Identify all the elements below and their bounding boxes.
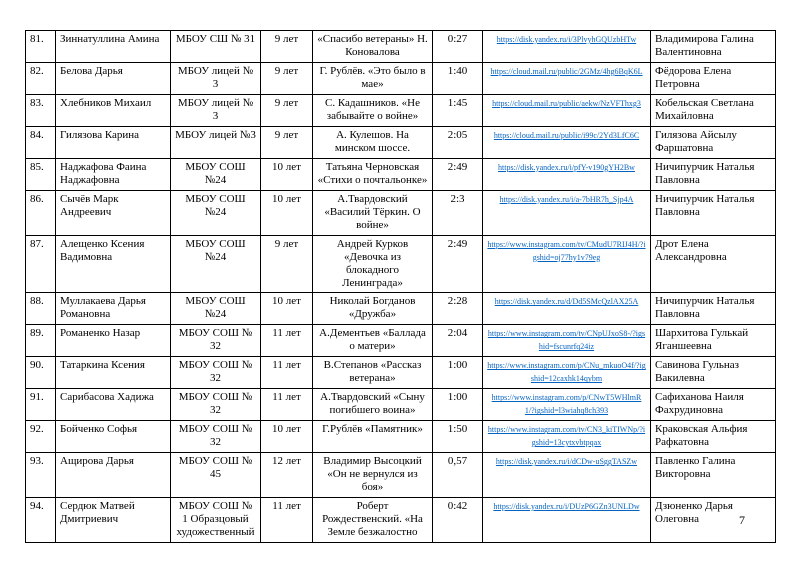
age-cell: 11 лет bbox=[261, 498, 313, 543]
school-cell: МБОУ лицей № 3 bbox=[171, 62, 261, 94]
table-row bbox=[26, 235, 776, 293]
age-cell: 9 лет bbox=[261, 235, 313, 293]
age-cell: 9 лет bbox=[261, 31, 313, 63]
work-title-cell: Татьяна Черновская «Стихи о почтальонке» bbox=[313, 158, 433, 190]
duration-cell: 0,57 bbox=[433, 453, 483, 498]
participant-name-cell: Наджафова Фаина Наджафовна bbox=[56, 158, 171, 190]
age-cell: 11 лет bbox=[261, 357, 313, 389]
video-link-cell bbox=[483, 453, 651, 498]
participant-name-cell: Алещенко Ксения Вадимовна bbox=[56, 235, 171, 293]
school-cell: МБОУ СОШ №24 bbox=[171, 293, 261, 325]
video-link-cell bbox=[483, 293, 651, 325]
row-number-cell: 92. bbox=[26, 421, 56, 453]
duration-cell: 1:00 bbox=[433, 357, 483, 389]
video-link-cell bbox=[483, 126, 651, 158]
row-number-cell: 91. bbox=[26, 389, 56, 421]
duration-cell: 2:49 bbox=[433, 235, 483, 293]
work-title-cell: Роберт Рождественский. «На Земле безжалостно bbox=[313, 498, 433, 543]
duration-cell: 1:45 bbox=[433, 94, 483, 126]
video-link-cell bbox=[483, 498, 651, 543]
video-link[interactable]: https://cloud.mail.ru/public/aekw/NzVFThxg3 bbox=[492, 98, 641, 108]
row-number-cell: 81. bbox=[26, 31, 56, 63]
work-title-cell: Г. Рублёв. «Это было в мае» bbox=[313, 62, 433, 94]
table-row bbox=[26, 498, 776, 543]
participant-name-cell: Белова Дарья bbox=[56, 62, 171, 94]
participants-table bbox=[25, 30, 776, 543]
work-title-cell: Николай Богданов «Дружба» bbox=[313, 293, 433, 325]
duration-cell: 1:40 bbox=[433, 62, 483, 94]
teacher-name-cell: Ничипурчик Наталья Павловна bbox=[651, 190, 776, 235]
teacher-name-cell: Ничипурчик Наталья Павловна bbox=[651, 293, 776, 325]
teacher-name-cell: Краковская Альфия Рафкатовна bbox=[651, 421, 776, 453]
school-cell: МБОУ СОШ №24 bbox=[171, 158, 261, 190]
row-number-cell: 86. bbox=[26, 190, 56, 235]
school-cell: МБОУ СОШ № 32 bbox=[171, 357, 261, 389]
table-row bbox=[26, 389, 776, 421]
row-number-cell: 93. bbox=[26, 453, 56, 498]
video-link-cell bbox=[483, 94, 651, 126]
video-link-cell bbox=[483, 31, 651, 63]
school-cell: МБОУ СОШ № 45 bbox=[171, 453, 261, 498]
school-cell: МБОУ СОШ №24 bbox=[171, 190, 261, 235]
duration-cell: 0:42 bbox=[433, 498, 483, 543]
age-cell: 10 лет bbox=[261, 421, 313, 453]
participant-name-cell: Зиннатуллина Амина bbox=[56, 31, 171, 63]
teacher-name-cell: Савинова Гульназ Вакилевна bbox=[651, 357, 776, 389]
page-number: 7 bbox=[739, 513, 745, 527]
row-number-cell: 82. bbox=[26, 62, 56, 94]
video-link[interactable]: https://disk.yandex.ru/i/a-7bHR7h_Sjp4A bbox=[499, 194, 634, 204]
age-cell: 11 лет bbox=[261, 389, 313, 421]
work-title-cell: Г.Рублёв «Памятник» bbox=[313, 421, 433, 453]
row-number-cell: 88. bbox=[26, 293, 56, 325]
work-title-cell: В.Степанов «Рассказ ветерана» bbox=[313, 357, 433, 389]
school-cell: МБОУ СОШ № 32 bbox=[171, 389, 261, 421]
teacher-name-cell: Владимирова Галина Валентиновна bbox=[651, 31, 776, 63]
teacher-name-cell: Кобельская Светлана Михайловна bbox=[651, 94, 776, 126]
row-number-cell: 87. bbox=[26, 235, 56, 293]
school-cell: МБОУ СОШ № 32 bbox=[171, 421, 261, 453]
teacher-name-cell: Гилязова Айсылу Фаршатовна bbox=[651, 126, 776, 158]
school-cell: МБОУ СОШ № 32 bbox=[171, 325, 261, 357]
video-link[interactable]: https://disk.yandex.ru/i/DUzP6GZn3UNLDw bbox=[493, 502, 640, 512]
teacher-name-cell: Фёдорова Елена Петровна bbox=[651, 62, 776, 94]
video-link[interactable]: https://www.instagram.com/p/CNwT5WHlmR1/?igshid=l3wiahq8ch393 bbox=[491, 393, 642, 416]
participant-name-cell: Романенко Назар bbox=[56, 325, 171, 357]
work-title-cell: А.Дементьев «Баллада о матери» bbox=[313, 325, 433, 357]
video-link-cell bbox=[483, 158, 651, 190]
table-row bbox=[26, 325, 776, 357]
video-link[interactable]: https://disk.yandex.ru/i/pfY-v190gYH2Bw bbox=[498, 162, 635, 172]
table-row bbox=[26, 126, 776, 158]
row-number-cell: 94. bbox=[26, 498, 56, 543]
work-title-cell: А.Твардовский «Сыну погибшего воина» bbox=[313, 389, 433, 421]
video-link[interactable]: https://www.instagram.com/tv/CMudU7RIJ4H/?igshid=oj77hy1v79eg bbox=[487, 239, 646, 262]
school-cell: МБОУ лицей №3 bbox=[171, 126, 261, 158]
age-cell: 12 лет bbox=[261, 453, 313, 498]
results-table-body bbox=[26, 31, 776, 543]
work-title-cell: Андрей Курков «Девочка из блокадного Ленинграда» bbox=[313, 235, 433, 293]
table-row bbox=[26, 190, 776, 235]
video-link-cell bbox=[483, 190, 651, 235]
age-cell: 9 лет bbox=[261, 62, 313, 94]
duration-cell: 1:00 bbox=[433, 389, 483, 421]
school-cell: МБОУ СОШ № 1 Образцовый художественный bbox=[171, 498, 261, 543]
teacher-name-cell: Дрот Елена Александровна bbox=[651, 235, 776, 293]
age-cell: 10 лет bbox=[261, 293, 313, 325]
video-link[interactable]: https://cloud.mail.ru/public/2GMz/4hg6BqK6L bbox=[490, 66, 643, 76]
age-cell: 10 лет bbox=[261, 158, 313, 190]
participant-name-cell: Ащирова Дарья bbox=[56, 453, 171, 498]
participant-name-cell: Хлебников Михаил bbox=[56, 94, 171, 126]
participant-name-cell: Бойченко Софья bbox=[56, 421, 171, 453]
age-cell: 10 лет bbox=[261, 190, 313, 235]
table-row bbox=[26, 421, 776, 453]
participant-name-cell: Татаркина Ксения bbox=[56, 357, 171, 389]
work-title-cell: Владимир Высоцкий «Он не вернулся из боя» bbox=[313, 453, 433, 498]
participant-name-cell: Муллакаева Дарья Романовна bbox=[56, 293, 171, 325]
work-title-cell: «Спасибо ветераны» Н. Коновалова bbox=[313, 31, 433, 63]
row-number-cell: 84. bbox=[26, 126, 56, 158]
participant-name-cell: Сердюк Матвей Дмитриевич bbox=[56, 498, 171, 543]
participant-name-cell: Гилязова Карина bbox=[56, 126, 171, 158]
school-cell: МБОУ СШ № 31 bbox=[171, 31, 261, 63]
teacher-name-cell: Шархитова Гулькай Яганшеевна bbox=[651, 325, 776, 357]
video-link[interactable]: https://www.instagram.com/p/CNu_mkuoO4f/?igshid=12caxhk14qybm bbox=[487, 361, 646, 384]
duration-cell: 2:3 bbox=[433, 190, 483, 235]
work-title-cell: А.Твардовский «Василий Тёркин. О войне» bbox=[313, 190, 433, 235]
row-number-cell: 90. bbox=[26, 357, 56, 389]
video-link-cell bbox=[483, 62, 651, 94]
teacher-name-cell: Сафиханова Наиля Фахрудиновна bbox=[651, 389, 776, 421]
teacher-name-cell: Дзюненко Дарья Олеговна bbox=[651, 498, 776, 543]
participant-name-cell: Сарибасова Хадижа bbox=[56, 389, 171, 421]
work-title-cell: С. Кадашников. «Не забывайте о войне» bbox=[313, 94, 433, 126]
duration-cell: 2:28 bbox=[433, 293, 483, 325]
row-number-cell: 83. bbox=[26, 94, 56, 126]
table-row bbox=[26, 453, 776, 498]
table-row bbox=[26, 94, 776, 126]
row-number-cell: 85. bbox=[26, 158, 56, 190]
duration-cell: 1:50 bbox=[433, 421, 483, 453]
teacher-name-cell: Ничипурчик Наталья Павловна bbox=[651, 158, 776, 190]
age-cell: 9 лет bbox=[261, 94, 313, 126]
video-link-cell bbox=[483, 389, 651, 421]
duration-cell: 2:05 bbox=[433, 126, 483, 158]
video-link[interactable]: https://disk.yandex.ru/d/Dd5SMcQzlAX25A bbox=[494, 297, 639, 307]
age-cell: 11 лет bbox=[261, 325, 313, 357]
video-link[interactable]: https://cloud.mail.ru/public/i99c/2Yd3LfC6C bbox=[493, 130, 640, 140]
table-row bbox=[26, 357, 776, 389]
duration-cell: 2:04 bbox=[433, 325, 483, 357]
video-link[interactable]: https://disk.yandex.ru/i/dCDw-uSggTASZw bbox=[495, 457, 638, 467]
age-cell: 9 лет bbox=[261, 126, 313, 158]
video-link[interactable]: https://www.instagram.com/tv/CNpUJxoS8-/?igshid=fscunrfq24iz bbox=[487, 329, 646, 352]
table-row bbox=[26, 62, 776, 94]
duration-cell: 2:49 bbox=[433, 158, 483, 190]
video-link[interactable]: https://www.instagram.com/tv/CN3_kiTIWNp/?igshid=13cytxvbtpqax bbox=[487, 425, 646, 448]
table-row bbox=[26, 31, 776, 63]
participant-name-cell: Сычёв Марк Андреевич bbox=[56, 190, 171, 235]
work-title-cell: А. Кулешов. На минском шоссе. bbox=[313, 126, 433, 158]
row-number-cell: 89. bbox=[26, 325, 56, 357]
teacher-name-cell: Павленко Галина Викторовна bbox=[651, 453, 776, 498]
video-link-cell bbox=[483, 357, 651, 389]
video-link-cell bbox=[483, 325, 651, 357]
video-link-cell bbox=[483, 421, 651, 453]
duration-cell: 0:27 bbox=[433, 31, 483, 63]
table-row bbox=[26, 293, 776, 325]
table-row bbox=[26, 158, 776, 190]
video-link-cell bbox=[483, 235, 651, 293]
school-cell: МБОУ лицей № 3 bbox=[171, 94, 261, 126]
school-cell: МБОУ СОШ №24 bbox=[171, 235, 261, 293]
video-link[interactable]: https://disk.yandex.ru/i/3PlvyhGQUzbHTw bbox=[496, 35, 637, 44]
